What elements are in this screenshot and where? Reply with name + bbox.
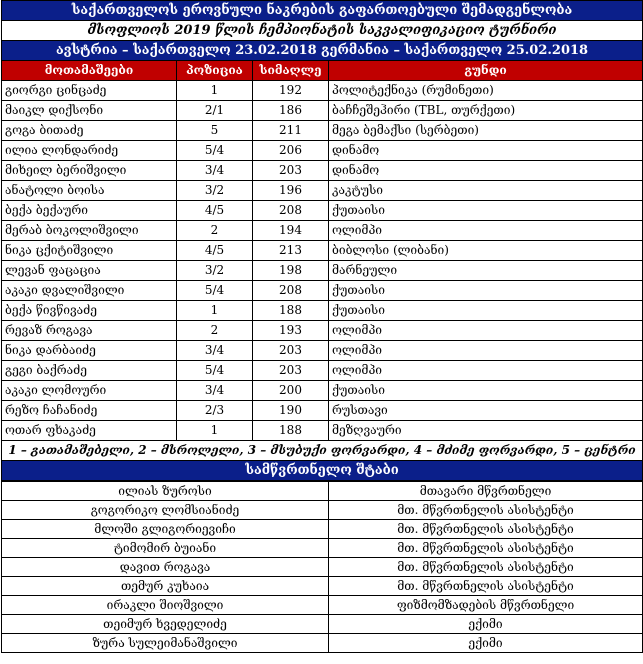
- player-height: 203: [253, 161, 329, 181]
- player-name: ანატოლი ბოისა: [2, 181, 177, 201]
- table-row: [2, 181, 643, 201]
- staff-role: მთ. მწვრთნელის ასისტენტი: [329, 520, 643, 539]
- staff-name: გოგორიკო ლომსიანიძე: [2, 501, 329, 520]
- player-team: მეზღვაური: [329, 421, 643, 441]
- player-position: 5: [177, 121, 253, 141]
- table-row: [2, 121, 643, 141]
- staff-role: ექიმი: [329, 634, 643, 653]
- matches-line: ავსტრია – საქართველო 23.02.2018 გერმანია – საქართველო 25.02.2018: [2, 41, 643, 61]
- player-name: ილია ლონდარიძე: [2, 141, 177, 161]
- player-name: ოთარ ფხაკაძე: [2, 421, 177, 441]
- staff-name: დავით როგავა: [2, 558, 329, 577]
- table-row: [2, 401, 643, 421]
- player-name: რეზო ჩაჩანიძე: [2, 401, 177, 421]
- table-row: [2, 141, 643, 161]
- position-legend: 1 – გათამაშებელი, 2 – მსროლელი, 3 – მსუბუქი ფორვარდი, 4 – მძიმე ფორვარდი, 5 – ცენტრი: [2, 441, 643, 461]
- player-height: 203: [253, 341, 329, 361]
- player-height: 211: [253, 121, 329, 141]
- staff-role: ექიმი: [329, 615, 643, 634]
- table-row: [2, 261, 643, 281]
- player-team: რუსთავი: [329, 401, 643, 421]
- player-position: 3/2: [177, 261, 253, 281]
- staff-name: ზურა სულეიმანაშვილი: [2, 634, 329, 653]
- player-height: 200: [253, 381, 329, 401]
- player-height: 190: [253, 401, 329, 421]
- player-position: 2/1: [177, 101, 253, 121]
- player-team: ოლიმპი: [329, 321, 643, 341]
- player-team: დინამო: [329, 161, 643, 181]
- player-team: ქუთაისი: [329, 281, 643, 301]
- player-team: ბაჩჩეშეჰირი (TBL, თურქეთი): [329, 101, 643, 121]
- player-height: 188: [253, 421, 329, 441]
- player-team: კაკტუსი: [329, 181, 643, 201]
- player-name: ნიკა დარბაიძე: [2, 341, 177, 361]
- table-row: [2, 341, 643, 361]
- player-name: მიხეილ ბერიშვილი: [2, 161, 177, 181]
- staff-role: მთ. მწვრთნელის ასისტენტი: [329, 558, 643, 577]
- table-row: [2, 381, 643, 401]
- player-team: ოლიმპი: [329, 221, 643, 241]
- player-team: ქუთაისი: [329, 201, 643, 221]
- player-team: ოლიმპი: [329, 361, 643, 381]
- col-header-position: პოზიცია: [177, 61, 253, 81]
- player-team: ქუთაისი: [329, 301, 643, 321]
- staff-name: თემურ კუხაია: [2, 577, 329, 596]
- player-position: 3/4: [177, 381, 253, 401]
- player-team: ქუთაისი: [329, 381, 643, 401]
- player-height: 188: [253, 301, 329, 321]
- table-row: [2, 558, 643, 577]
- player-name: მაიკლ დიქსონი: [2, 101, 177, 121]
- table-row: [2, 301, 643, 321]
- player-height: 208: [253, 201, 329, 221]
- player-position: 5/4: [177, 361, 253, 381]
- player-position: 1: [177, 81, 253, 101]
- player-name: აკაკი ლომოური: [2, 381, 177, 401]
- player-height: 203: [253, 361, 329, 381]
- roster-table: [1, 0, 643, 481]
- player-height: 192: [253, 81, 329, 101]
- table-row: [2, 281, 643, 301]
- player-name: გოგა ბითაძე: [2, 121, 177, 141]
- player-team: მეგა ბემაქსი (სერბეთი): [329, 121, 643, 141]
- player-height: 196: [253, 181, 329, 201]
- table-row: [2, 221, 643, 241]
- staff-name: მლოში გლიგორიევიჩი: [2, 520, 329, 539]
- staff-name: ირაკლი შიოშვილი: [2, 596, 329, 615]
- player-name: ნიკა ცქიტიშვილი: [2, 241, 177, 261]
- table-row: [2, 482, 643, 501]
- player-name: მერაბ ბოკოლიშვილი: [2, 221, 177, 241]
- table-row: [2, 321, 643, 341]
- player-team: ბიბლოსი (ლიბანი): [329, 241, 643, 261]
- table-row: [2, 539, 643, 558]
- table-row: [2, 421, 643, 441]
- player-team: ოლიმპი: [329, 341, 643, 361]
- player-height: 213: [253, 241, 329, 261]
- player-name: ბექა ბექაური: [2, 201, 177, 221]
- table-row: [2, 501, 643, 520]
- player-position: 3/4: [177, 341, 253, 361]
- player-position: 3/4: [177, 161, 253, 181]
- player-name: აკაკი დვალიშვილი: [2, 281, 177, 301]
- player-name: ბექა წივწივაძე: [2, 301, 177, 321]
- player-position: 2: [177, 321, 253, 341]
- player-position: 5/4: [177, 281, 253, 301]
- table-row: [2, 577, 643, 596]
- player-height: 198: [253, 261, 329, 281]
- table-row: [2, 615, 643, 634]
- player-team: მარნეული: [329, 261, 643, 281]
- player-position: 3/2: [177, 181, 253, 201]
- player-height: 206: [253, 141, 329, 161]
- player-height: 194: [253, 221, 329, 241]
- table-row: [2, 201, 643, 221]
- player-team: პოლიტექნიკა (რუმინეთი): [329, 81, 643, 101]
- player-position: 4/5: [177, 201, 253, 221]
- col-header-players: მოთამაშეები: [2, 61, 177, 81]
- player-height: 186: [253, 101, 329, 121]
- player-name: ლევან ფაცაცია: [2, 261, 177, 281]
- player-name: გეგი ბაქრაძე: [2, 361, 177, 381]
- staff-role: მთ. მწვრთნელის ასისტენტი: [329, 539, 643, 558]
- player-position: 2: [177, 221, 253, 241]
- table-row: [2, 161, 643, 181]
- table-row: [2, 634, 643, 653]
- staff-role: მთ. მწვრთნელის ასისტენტი: [329, 501, 643, 520]
- staff-name: თეიმურ ხვედელიძე: [2, 615, 329, 634]
- table-row: [2, 596, 643, 615]
- player-height: 193: [253, 321, 329, 341]
- table-row: [2, 241, 643, 261]
- table-row: [2, 520, 643, 539]
- staff-table: [1, 481, 643, 653]
- staff-name: ილიას ზუროსი: [2, 482, 329, 501]
- table-row: [2, 101, 643, 121]
- player-position: 1: [177, 301, 253, 321]
- player-name: გიორგი ცინცაძე: [2, 81, 177, 101]
- player-position: 4/5: [177, 241, 253, 261]
- player-position: 5/4: [177, 141, 253, 161]
- staff-role: მთავარი მწვრთნელი: [329, 482, 643, 501]
- player-position: 2/3: [177, 401, 253, 421]
- col-header-height: სიმაღლე: [253, 61, 329, 81]
- player-team: დინამო: [329, 141, 643, 161]
- col-header-team: გუნდი: [329, 61, 643, 81]
- table-row: [2, 81, 643, 101]
- player-name: რევაზ როგავა: [2, 321, 177, 341]
- table-row: [2, 361, 643, 381]
- staff-role: მთ. მწვრთნელის ასისტენტი: [329, 577, 643, 596]
- column-headers: [2, 61, 643, 81]
- table-title: საქართველოს ეროვნული ნაკრების გაფართოებული შემადგენლობა: [2, 1, 643, 21]
- player-height: 208: [253, 281, 329, 301]
- staff-name: ტიმომირ ბუიანი: [2, 539, 329, 558]
- player-position: 1: [177, 421, 253, 441]
- staff-role: ფიზმომზადების მწვრთნელი: [329, 596, 643, 615]
- table-subtitle: მსოფლიოს 2019 წლის ჩემპიონატის საკვალიფიკაციო ტურნირი: [2, 21, 643, 41]
- staff-title: სამწვრთნელო შტაბი: [2, 461, 643, 481]
